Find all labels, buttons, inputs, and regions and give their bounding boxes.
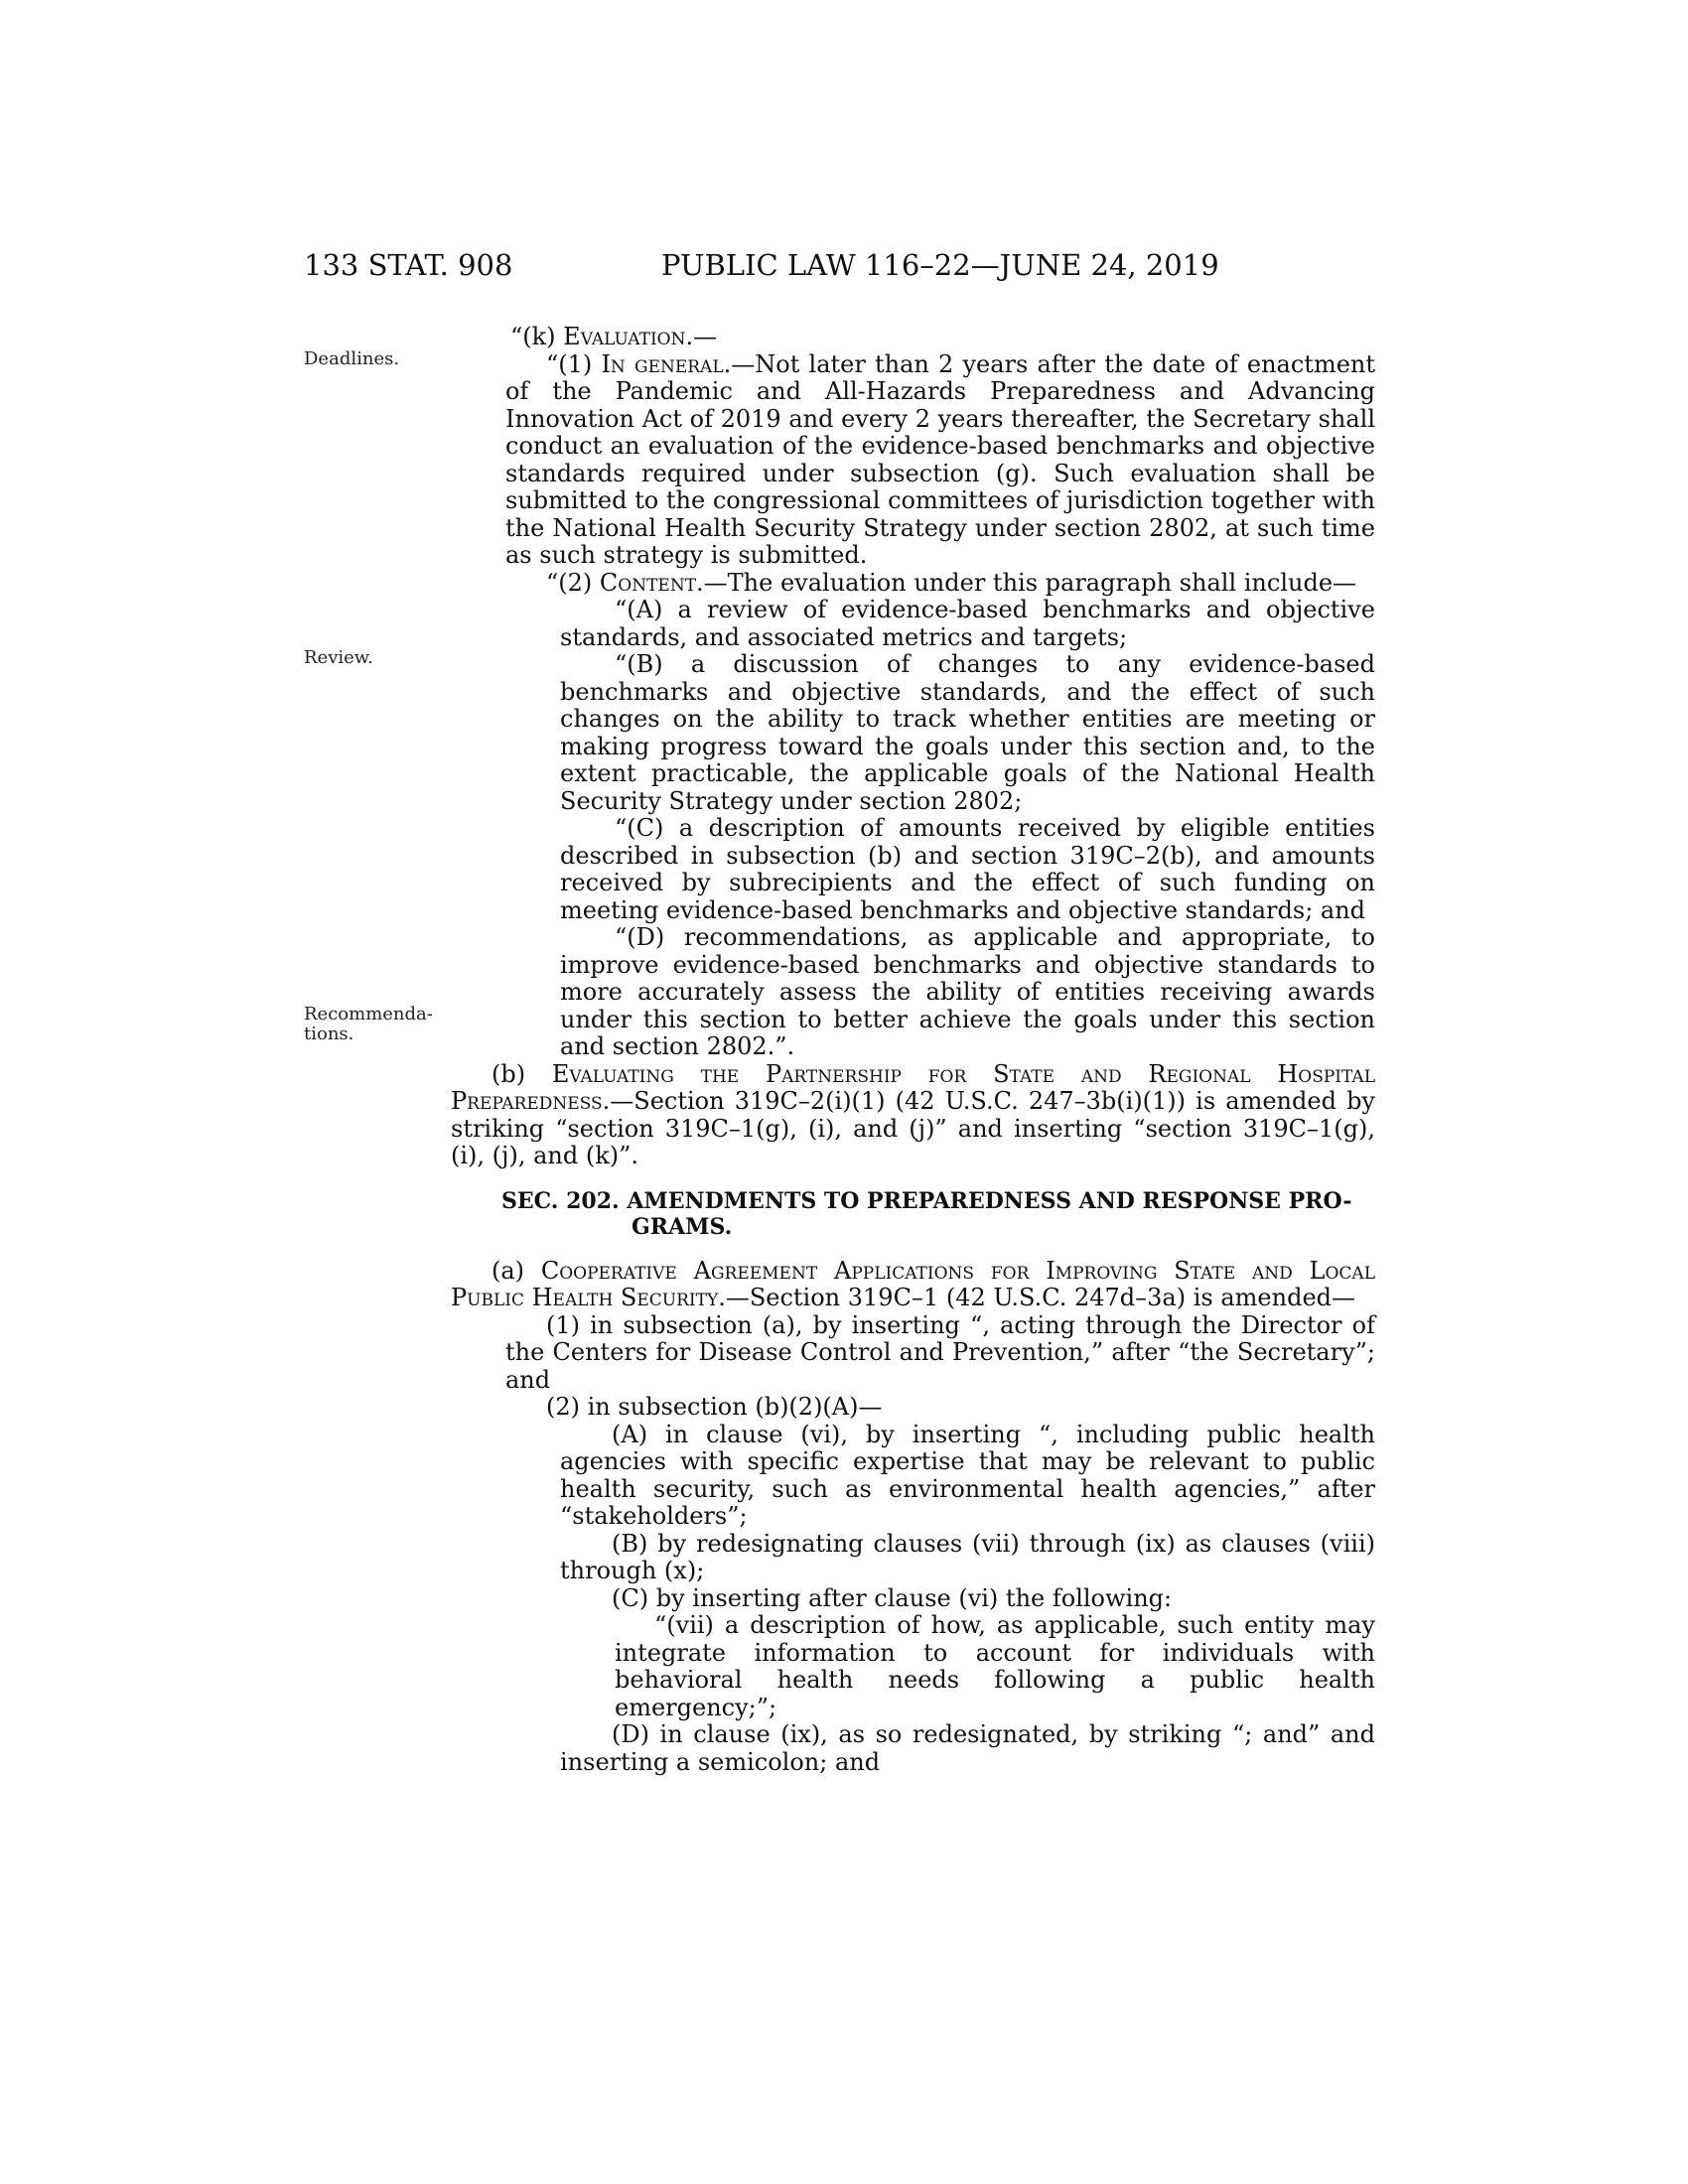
subparagraph-C: “(C) a description of amounts received by eligible entities described in subsection (b) and section 319C–2(b), and amounts received by subrecipients and the effect of such funding on meeting evidence-based benchmarks and objective standards; and <box>560 814 1375 924</box>
page-reference: 133 STAT. 908 <box>304 248 513 282</box>
page-title: PUBLIC LAW 116–22—JUNE 24, 2019 <box>661 248 1219 282</box>
amendment-1: (1) in subsection (a), by inserting “, acting through the Director of the Centers for Disease Control and Prevention,” after “the Secretary”; and <box>505 1310 1375 1394</box>
subsection-k-heading: “(k) Evaluation.— <box>510 323 718 350</box>
margin-note-recommendations-1: Recommenda- <box>304 1004 433 1024</box>
margin-note-deadlines: Deadlines. <box>304 348 400 369</box>
amendment-2-C: (C) by inserting after clause (vi) the following: <box>612 1583 1173 1612</box>
margin-note-recommendations-2: tions. <box>304 1024 354 1044</box>
subsection-b: (b) Evaluating the Partnership for State and Regional Hospital Preparedness.—Section 319C–2(i)(1) (42 U.S.C. 247–3b(i)(1)) is amended by striking “section 319C–1(g), (i), and (j)” and inserting “section 319C–1(g), (i), (j), and (k)”. <box>451 1059 1375 1169</box>
margin-note-review: Review. <box>304 647 373 668</box>
section-202-title: SEC. 202. AMENDMENTS TO PREPAREDNESS AND RESPONSE PRO- GRAMS. <box>501 1187 1352 1240</box>
amendment-2-D: (D) in clause (ix), as so redesignated, by striking “; and” and inserting a semicolon; and <box>560 1720 1375 1776</box>
amendment-2: (2) in subsection (b)(2)(A)— <box>546 1393 883 1421</box>
subparagraph-A: “(A) a review of evidence-based benchmarks and objective standards, and associated metrics and targets; <box>560 596 1375 651</box>
paragraph-1: “(1) In general.—Not later than 2 years after the date of enactment of the Pandemic and All-Hazards Preparedness and Advancing Innovation Act of 2019 and every 2 years thereafter, the Secretary shall conduct an evaluation of the evidence-based benchmarks and objective standards required under subsection (g). Such evaluation shall be submitted to the congressional committees of jurisdiction together with the National Health Security Strategy under section 2802, at such time as such strategy is submitted. <box>505 349 1376 569</box>
statute-body <box>451 323 1376 1776</box>
subsection-a: (a) Cooperative Agreement Applications for Improving State and Local Public Health Security.—Section 319C–1 (42 U.S.C. 247d–3a) is amended— <box>451 1256 1375 1311</box>
subparagraph-D: “(D) recommendations, as applicable and appropriate, to improve evidence-based benchmarks and objective standards to more accurately assess the ability of entities receiving awards under this section to better achieve the goals under this section and section 2802.”. <box>560 923 1375 1060</box>
page-header <box>304 248 1366 288</box>
amendment-2-B: (B) by redesignating clauses (vii) through (ix) as clauses (viii) through (x); <box>560 1529 1375 1584</box>
clause-vii: “(vii) a description of how, as applicable, such entity may integrate information to account for individuals with behavioral health needs following a public health emergency;”; <box>615 1611 1375 1721</box>
subparagraph-B: “(B) a discussion of changes to any evidence-based benchmarks and objective standards, and the effect of such changes on the ability to track whether entities are meeting or making progress toward the goals under this section and, to the extent practicable, the applicable goals of the National Health Security Strategy under section 2802; <box>560 650 1375 815</box>
paragraph-2: “(2) Content.—The evaluation under this paragraph shall include— <box>546 568 1357 597</box>
amendment-2-A: (A) in clause (vi), by inserting “, including public health agencies with specific expertise that may be relevant to public health security, such as environmental health agencies,” after “stakeholders”; <box>560 1420 1375 1530</box>
